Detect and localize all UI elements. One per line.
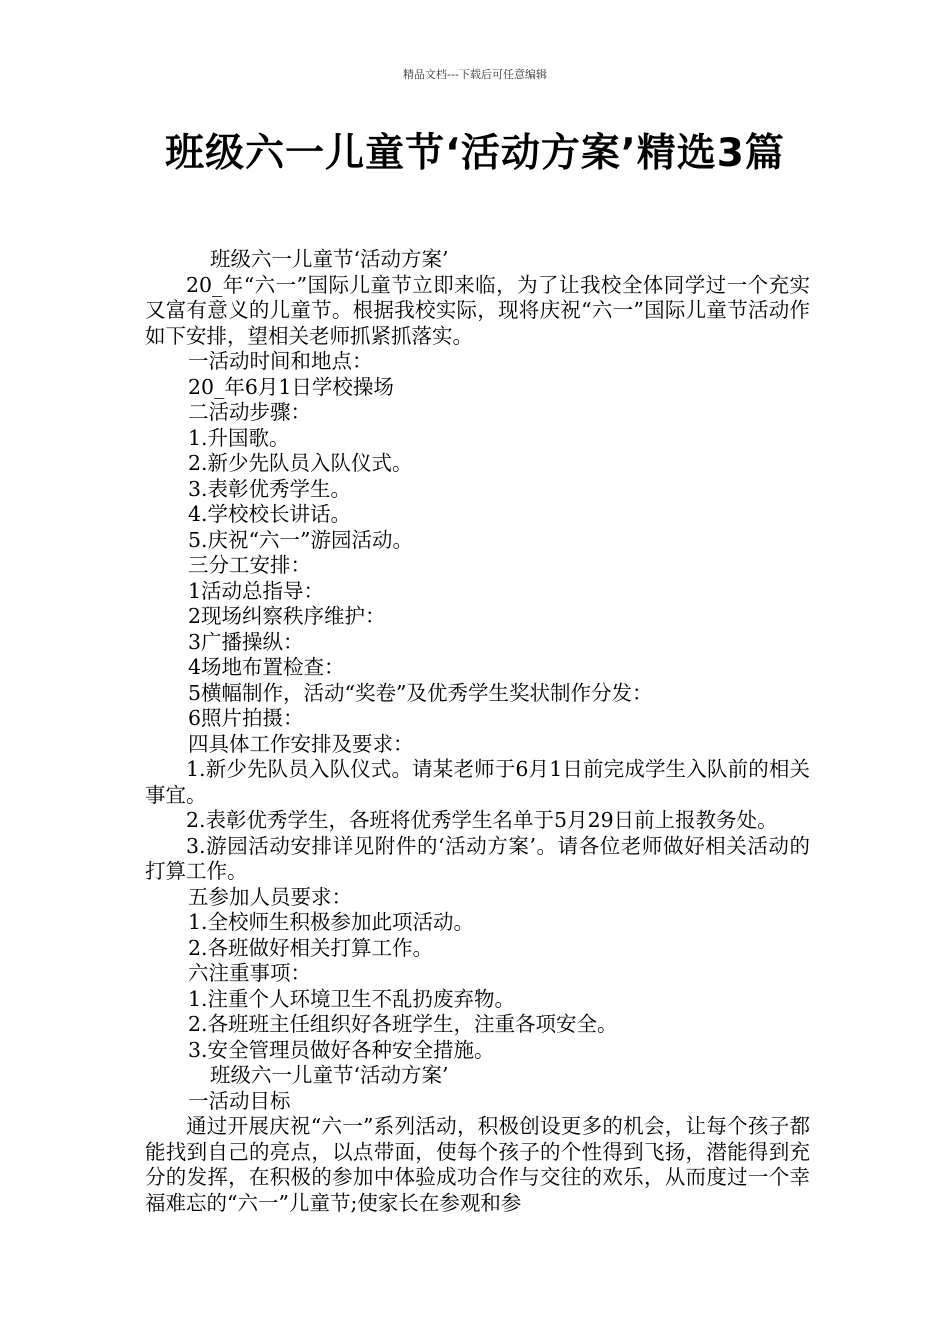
body-line: 班级六一儿童节‘活动方案’: [210, 1063, 449, 1087]
body-line: 2.各班班主任组织好各班学生，注重各项安全。: [188, 1012, 618, 1036]
body-line: 2.各班做好相关打算工作。: [188, 935, 434, 960]
body-line: 1.注重个人环境卫生不乱扔废弃物。: [188, 986, 516, 1011]
body-line: 5.庆祝“六一”游园活动。: [188, 527, 414, 552]
body-paragraph: 2.表彰优秀学生，各班将优秀学生名单于5月29日前上报教务处。: [186, 808, 778, 832]
document-body: [145, 247, 810, 1216]
body-line: 1.升国歌。: [188, 425, 290, 450]
body-line: 2.新少先队员入队仪式。: [188, 451, 413, 475]
body-line: 五参加人员要求：: [188, 884, 352, 909]
body-paragraph: 3.游园活动安排详见附件的‘活动方案’。请各位老师做好相关活动的打算工作。: [145, 833, 810, 883]
body-line: 3.表彰优秀学生。: [188, 476, 352, 501]
body-line: 20_年6月1日学校操场: [188, 374, 394, 399]
body-paragraph: 通过开展庆祝“六一”系列活动，积极创设更多的机会，让每个孩子都能找到自己的亮点，以点带面，使每个孩子的个性得到飞扬，潜能得到充分的发挥，在积极的参加中体验成功合作与交往的欢乐，从而度过一个幸福难忘的“六一”儿童节;使家长在参观和参: [145, 1114, 810, 1215]
body-line: 3.安全管理员做好各种安全措施。: [188, 1037, 495, 1062]
body-line: 四具体工作安排及要求：: [188, 731, 414, 756]
body-line: 1.全校师生积极参加此项活动。: [188, 910, 475, 934]
body-line: 六注重事项：: [188, 961, 311, 985]
body-line: 一活动目标: [188, 1088, 291, 1113]
body-line: 4场地布置检查：: [188, 655, 345, 679]
body-line: 一活动时间和地点：: [188, 349, 373, 373]
body-line: 班级六一儿童节‘活动方案’: [210, 247, 449, 271]
body-paragraph: 1.新少先队员入队仪式。请某老师于6月1日前完成学生入队前的相关事宜。: [145, 757, 810, 807]
body-line: 三分工安排：: [188, 553, 311, 577]
body-line: 5横幅制作，活动“奖卷”及优秀学生奖状制作分发：: [188, 680, 653, 705]
body-paragraph: 20_年“六一”国际儿童节立即来临，为了让我校全体同学过一个充实又富有意义的儿童节。根据我校实际，现将庆祝“六一”国际儿童节活动作如下安排，望相关老师抓紧抓落实。: [145, 272, 810, 348]
body-line: 3广播操纵：: [188, 629, 304, 654]
body-line: 二活动步骤：: [188, 400, 311, 424]
body-line: 1活动总指导：: [188, 578, 325, 603]
page-header-note: 精品文档---下载后可任意编辑: [403, 68, 547, 81]
body-line: 4.学校校长讲话。: [188, 502, 352, 526]
body-line: 6照片拍摄：: [188, 706, 304, 730]
body-line: 2现场纠察秩序维护：: [188, 604, 386, 628]
document-title: 班级六一儿童节‘活动方案’精选3篇: [165, 131, 785, 176]
